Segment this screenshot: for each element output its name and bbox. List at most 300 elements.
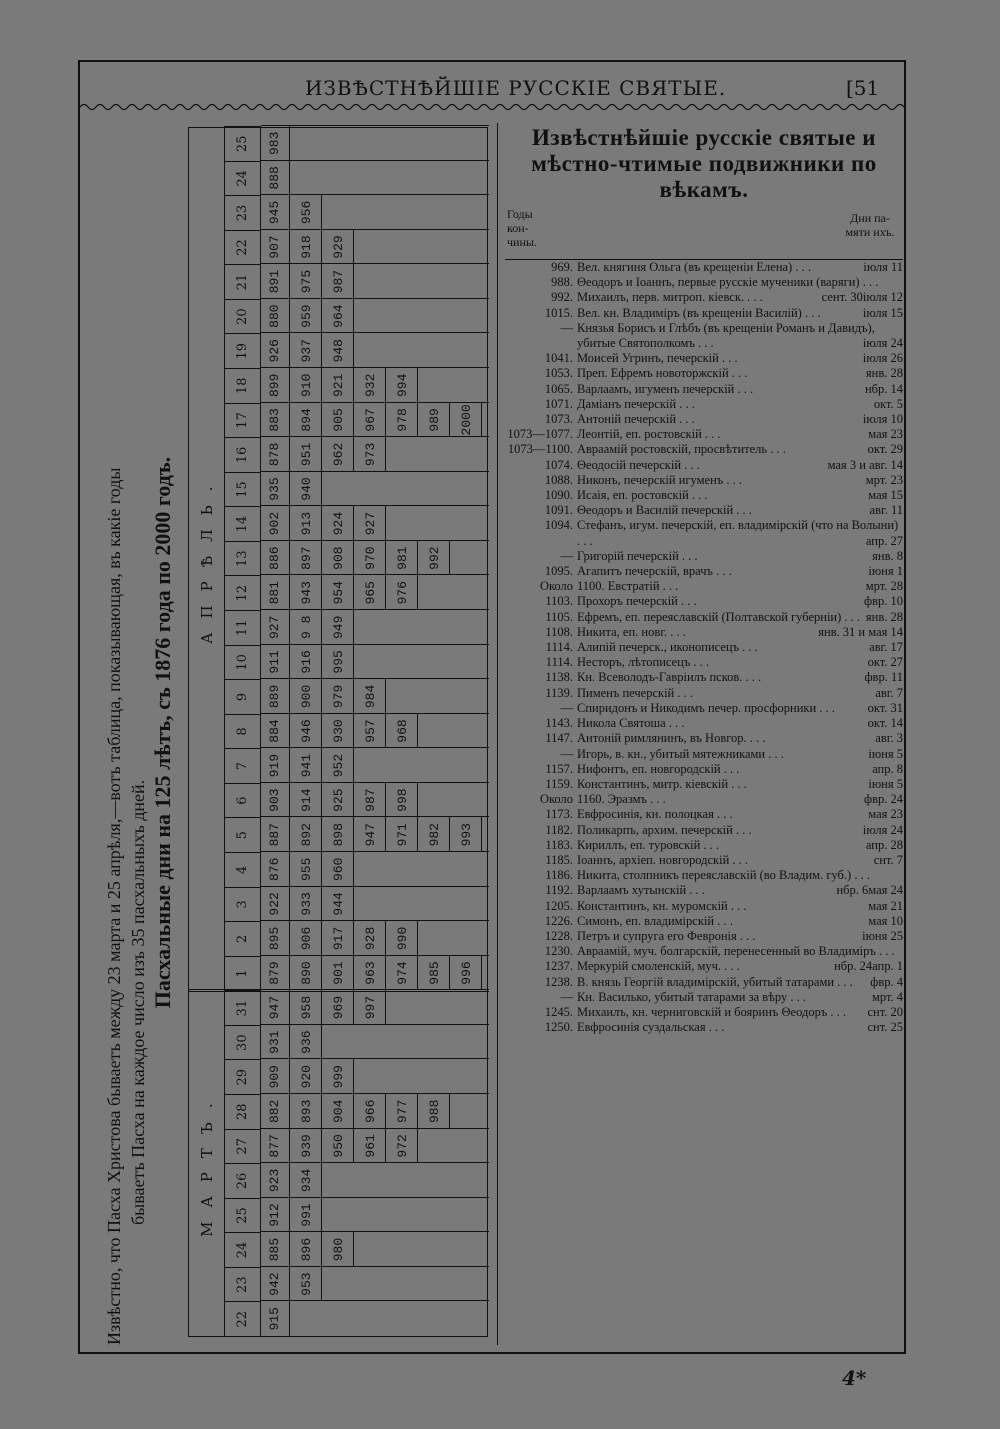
year-value: 884 <box>267 719 282 743</box>
saint-year: 1182. <box>545 822 573 837</box>
cell-rule <box>289 1301 290 1336</box>
column-rule <box>261 1197 489 1198</box>
cell-rule <box>321 1059 322 1094</box>
saint-entry <box>505 731 903 746</box>
saint-year: — <box>560 700 573 715</box>
year-value: 892 <box>299 823 314 847</box>
saint-year: 1071. <box>544 396 573 411</box>
saint-entry <box>505 397 903 412</box>
saint-year: 1095. <box>544 564 573 579</box>
year-value: 929 <box>331 235 346 259</box>
saint-year: Около <box>539 792 573 807</box>
saint-text <box>577 747 903 762</box>
easter-table-title: Пасхальные дни на 125 лѣтъ, съ 1876 года по 2000 годъ. <box>150 456 175 1009</box>
year-value: 879 <box>267 961 282 985</box>
cell-rule <box>417 1094 418 1129</box>
saint-text <box>577 382 903 397</box>
saint-name: Евфросинія, кн. полоцкая . . . <box>577 807 733 822</box>
cell-rule <box>353 645 354 680</box>
year-value: 946 <box>299 719 314 743</box>
cell-rule <box>321 1129 322 1164</box>
year-value: 898 <box>331 823 346 847</box>
cell-rule <box>353 264 354 299</box>
day-header: 30 <box>225 1025 261 1060</box>
year-value: 895 <box>267 926 282 951</box>
saint-day: іюня 5 <box>868 776 903 791</box>
saint-day: мая 10 <box>868 913 903 928</box>
cell-rule <box>289 1059 290 1094</box>
day-header: 21 <box>225 264 261 299</box>
saint-entry <box>505 990 903 1005</box>
saint-name: Варлаамъ хутынскій . . . <box>577 883 705 898</box>
cell-rule <box>353 679 354 714</box>
saint-day: іюня 5 <box>868 746 903 761</box>
day-header: 29 <box>225 1059 261 1094</box>
day-header: 9 <box>225 679 261 714</box>
saint-entry <box>505 640 903 655</box>
saint-text <box>577 914 903 929</box>
saint-name: Леонтій, еп. ростовскій . . . <box>577 427 721 442</box>
cell-rule <box>289 506 290 541</box>
column-rule <box>261 644 489 645</box>
year-value: 980 <box>331 1237 346 1262</box>
cell-rule <box>289 161 290 196</box>
cell-rule <box>321 1267 322 1302</box>
cell-rule <box>417 783 418 818</box>
cell-rule <box>417 956 418 991</box>
saint-name: Вел. княгиня Ольга (въ крещеніи Елена) . . . <box>577 260 811 274</box>
day-header: 25 <box>225 126 261 161</box>
saint-year: 1041. <box>544 351 573 366</box>
year-value: 935 <box>267 477 282 501</box>
day-header: 27 <box>225 1129 261 1164</box>
cell-rule <box>321 368 322 403</box>
cell-rule <box>321 783 322 818</box>
saint-year: 1065. <box>544 381 573 396</box>
saint-name: Θеодоръ и Василій печерскій . . . <box>577 503 752 518</box>
saint-year: 1015. <box>544 305 573 320</box>
cell-rule <box>289 541 290 576</box>
year-value: 915 <box>267 1307 282 1331</box>
saint-name: Константинъ, кн. муромскій . . . <box>577 898 747 913</box>
cell-rule <box>417 1129 418 1164</box>
saint-day: мая 24 <box>868 883 903 898</box>
saint-text <box>577 473 903 488</box>
saint-entry <box>505 412 903 427</box>
saint-text <box>577 397 903 412</box>
easter-grid <box>188 127 488 1337</box>
saint-entry <box>505 442 903 457</box>
saint-entry <box>505 594 903 609</box>
saint-name: Кириллъ, еп. туровскій . . . <box>577 837 720 852</box>
year-value: 923 <box>267 1168 282 1193</box>
saint-day: окт. 29 <box>867 442 903 457</box>
saint-entry <box>505 351 903 366</box>
cell-rule <box>289 472 290 507</box>
saint-entry <box>505 488 903 503</box>
month-march: МАРТЪ. <box>189 990 225 1336</box>
year-value: 907 <box>267 235 282 259</box>
day-header: 2 <box>225 921 261 956</box>
saint-year: 1183. <box>545 837 573 852</box>
year-value: 992 <box>427 546 442 570</box>
saint-text <box>577 518 903 548</box>
year-value: 922 <box>267 892 282 916</box>
year-value: 974 <box>395 961 410 985</box>
saint-name: Никита, столпникъ переяславскій (во Владим. губ.) . . . <box>577 868 870 883</box>
saint-name: 1100. Евстратій . . . <box>577 579 679 594</box>
cell-rule <box>385 437 386 472</box>
saint-text <box>577 412 903 427</box>
day-header: 3 <box>225 887 261 922</box>
saint-year: 1159. <box>545 776 573 791</box>
cell-rule <box>417 368 418 403</box>
saint-text <box>577 458 903 473</box>
saint-name: Кн. Василько, убитый татарами за вѣру . . . <box>577 989 806 1004</box>
saint-day: фвр. 10 <box>863 594 903 609</box>
cell-rule <box>353 575 354 610</box>
year-value: 964 <box>331 304 346 328</box>
saint-year: 1094. <box>544 518 573 533</box>
saint-day: снт. 7 <box>873 852 903 867</box>
saint-entry <box>505 959 903 974</box>
day-header: 24 <box>225 1232 261 1267</box>
year-value: 985 <box>427 961 442 985</box>
saint-day: авг. 3 <box>875 731 903 746</box>
saint-day: мая 23 <box>868 427 903 442</box>
saint-day: янв. 28 <box>865 366 903 381</box>
year-value: 906 <box>299 926 314 951</box>
saint-name: Преп. Ефремъ новоторжскій . . . <box>577 366 748 381</box>
cell-rule <box>385 575 386 610</box>
cell-rule <box>289 195 290 230</box>
day-header: 23 <box>225 195 261 230</box>
cell-rule <box>289 990 290 1025</box>
saint-text <box>577 975 903 990</box>
year-value: 934 <box>299 1168 314 1193</box>
saint-name: Іоаннъ, архіеп. новгородскій . . . <box>577 852 749 867</box>
saint-entry <box>505 792 903 807</box>
year-value: 910 <box>299 373 314 397</box>
year-value: 944 <box>331 892 346 916</box>
year-value: 902 <box>267 511 282 536</box>
column-rule <box>261 1058 489 1059</box>
saint-name: Антоній печерскій . . . <box>577 412 695 427</box>
day-header: 26 <box>225 1163 261 1198</box>
day-header: 31 <box>225 990 261 1025</box>
saint-year: — <box>560 989 573 1004</box>
cell-rule <box>353 714 354 749</box>
saint-text <box>577 838 903 853</box>
saint-text <box>577 792 903 807</box>
saint-day: мрт. 28 <box>865 579 903 594</box>
saint-text <box>577 290 903 305</box>
saint-name: Игорь, в. кн., убитый мятежниками . . . <box>577 746 784 761</box>
saint-name: Никола Святоша . . . <box>577 716 685 731</box>
column-rule <box>261 194 489 195</box>
cell-rule <box>353 852 354 887</box>
saint-text <box>577 306 903 321</box>
saint-text <box>577 610 903 625</box>
cell-rule <box>353 541 354 576</box>
saint-day: снт. 20 <box>867 1004 903 1019</box>
saint-year: 1186. <box>545 868 573 883</box>
saint-text <box>577 351 903 366</box>
saint-entry <box>505 458 903 473</box>
saint-name: Прохоръ печерскій . . . <box>577 594 697 609</box>
cell-rule <box>289 1198 290 1233</box>
year-value: 981 <box>395 546 410 570</box>
saint-year: Около <box>539 579 573 594</box>
cell-rule <box>289 1094 290 1129</box>
year-value: 942 <box>267 1272 282 1296</box>
saint-year: 1245. <box>544 1004 573 1019</box>
saint-year: 1138. <box>545 670 573 685</box>
cell-rule <box>353 1129 354 1164</box>
col-header-days: Дни па- мяти ихъ. <box>845 211 895 239</box>
saint-year: 1143. <box>545 716 573 731</box>
cell-rule <box>289 437 290 472</box>
cell-rule <box>321 956 322 991</box>
day-header: 16 <box>225 437 261 472</box>
saint-year: 1228. <box>544 928 573 943</box>
year-value: 920 <box>299 1065 314 1089</box>
cell-rule <box>353 1094 354 1129</box>
year-value: 894 <box>299 408 314 432</box>
year-value: 960 <box>331 857 346 881</box>
saint-year: 1139. <box>545 685 573 700</box>
cell-rule <box>321 1025 322 1060</box>
year-value: 969 <box>331 995 346 1020</box>
year-value: 909 <box>267 1065 282 1089</box>
year-value: 889 <box>267 684 282 709</box>
saint-entry <box>505 382 903 397</box>
cell-rule <box>321 610 322 645</box>
cell-rule <box>385 403 386 438</box>
cell-rule <box>353 748 354 783</box>
saint-text <box>577 853 903 868</box>
cell-rule <box>289 264 290 299</box>
year-value: 996 <box>459 961 474 985</box>
cell-rule <box>481 956 482 991</box>
saint-text <box>577 549 903 564</box>
day-header: 22 <box>225 230 261 265</box>
year-value: 911 <box>267 650 282 674</box>
year-value: 941 <box>299 753 314 778</box>
saints-column-headers <box>505 207 903 257</box>
day-header: 17 <box>225 403 261 438</box>
cell-rule <box>321 1198 322 1233</box>
saint-name: Михаилъ, перв. митроп. кіевск. . . . <box>577 290 763 305</box>
year-value: 949 <box>331 615 346 639</box>
day-header: 8 <box>225 714 261 749</box>
cell-rule <box>289 575 290 610</box>
year-value: 940 <box>299 477 314 501</box>
day-header: 24 <box>225 161 261 196</box>
column-rule <box>261 1300 489 1301</box>
cell-rule <box>321 679 322 714</box>
saint-entry <box>505 260 903 275</box>
year-value: 943 <box>299 581 314 605</box>
saint-name: Алипій печерск., иконописецъ . . . <box>577 640 758 655</box>
cell-rule <box>289 714 290 749</box>
year-value: 927 <box>363 511 378 536</box>
column-rule <box>261 125 489 126</box>
year-value: 990 <box>395 926 410 951</box>
saint-day: фвр. 24 <box>863 792 903 807</box>
year-value: 916 <box>299 650 314 674</box>
saint-text <box>577 686 903 701</box>
saint-year: — <box>560 548 573 563</box>
saint-day: окт. 27 <box>867 655 903 670</box>
saint-day: іюня 25 <box>862 928 903 943</box>
cell-rule <box>353 506 354 541</box>
year-value: 882 <box>267 1099 282 1123</box>
cell-rule <box>353 299 354 334</box>
cell-rule <box>321 299 322 334</box>
year-value: 914 <box>299 788 314 812</box>
year-value: 984 <box>363 684 378 709</box>
year-value: 961 <box>363 1134 378 1158</box>
cell-rule <box>321 714 322 749</box>
day-header: 7 <box>225 748 261 783</box>
cell-rule <box>449 817 450 852</box>
year-value: 933 <box>299 892 314 916</box>
cell-rule <box>321 887 322 922</box>
day-header: 18 <box>225 368 261 403</box>
saint-name: Евфросинія суздальская . . . <box>577 1020 725 1035</box>
year-value: 891 <box>267 269 282 294</box>
cell-rule <box>385 956 386 991</box>
saint-entry <box>505 670 903 685</box>
saint-text <box>577 731 903 746</box>
saint-day: апр. 28 <box>865 837 903 852</box>
year-value: 904 <box>331 1099 346 1123</box>
saint-day: іюля 24 <box>862 822 903 837</box>
saint-name: Петръ и супруга его Февронія . . . <box>577 928 756 943</box>
saint-text <box>577 1005 903 1020</box>
saint-entry <box>505 747 903 762</box>
saint-year: 1073—1077. <box>507 427 573 442</box>
saint-text <box>577 503 903 518</box>
saint-year: 1205. <box>544 898 573 913</box>
year-value: 971 <box>395 823 410 847</box>
cell-rule <box>321 195 322 230</box>
year-value: 925 <box>331 788 346 812</box>
saint-text <box>577 625 903 640</box>
saint-day: мрт. 4 <box>871 989 903 1004</box>
year-value: 881 <box>267 581 282 605</box>
saint-text <box>577 488 903 503</box>
saint-text <box>577 777 903 792</box>
cell-rule <box>289 817 290 852</box>
cell-rule <box>353 333 354 368</box>
year-value: 890 <box>299 961 314 985</box>
saint-text <box>577 883 903 898</box>
cell-rule <box>385 921 386 956</box>
column-rule <box>261 263 489 264</box>
day-header: 15 <box>225 472 261 507</box>
year-value: 948 <box>331 339 346 363</box>
year-value: 901 <box>331 961 346 985</box>
saint-entry <box>505 655 903 670</box>
cell-rule <box>289 1267 290 1302</box>
saint-name: Григорій печерскій . . . <box>577 548 698 563</box>
saint-text <box>577 823 903 838</box>
year-value: 897 <box>299 546 314 570</box>
saint-year: 1192. <box>545 883 573 898</box>
saint-entry <box>505 518 903 548</box>
saint-name: Михаилъ, кн. черниговскій и бояринъ Θеодоръ . . . <box>577 1004 847 1019</box>
year-value: 962 <box>331 442 346 467</box>
saint-year: 1230. <box>544 944 573 959</box>
cell-rule <box>353 403 354 438</box>
cell-rule <box>353 990 354 1025</box>
year-value: 963 <box>363 961 378 985</box>
cell-rule <box>289 1232 290 1267</box>
day-header: 23 <box>225 1267 261 1302</box>
saint-text <box>577 260 903 275</box>
year-value: 919 <box>267 753 282 778</box>
saint-entry <box>505 549 903 564</box>
year-value: 926 <box>267 339 282 363</box>
saint-entry <box>505 929 903 944</box>
cell-rule <box>289 1163 290 1198</box>
saint-year: 988. <box>551 275 573 290</box>
cell-rule <box>289 368 290 403</box>
day-header: 14 <box>225 506 261 541</box>
year-value: 953 <box>299 1272 314 1296</box>
cell-rule <box>289 645 290 680</box>
cell-rule <box>289 1129 290 1164</box>
cell-rule <box>353 956 354 991</box>
cell-rule <box>289 610 290 645</box>
day-header: 20 <box>225 299 261 334</box>
year-value: 973 <box>363 442 378 467</box>
saint-year: 1074. <box>544 457 573 472</box>
column-rule <box>261 886 489 887</box>
saint-year: 969. <box>551 260 573 274</box>
column-rule <box>261 332 489 333</box>
cell-rule <box>353 921 354 956</box>
saint-entry <box>505 807 903 822</box>
saint-year: 1185. <box>545 852 573 867</box>
saint-day: іюля 12 <box>862 290 903 305</box>
day-header: 12 <box>225 575 261 610</box>
cell-rule <box>289 126 290 161</box>
saint-day: апр. 8 <box>872 761 903 776</box>
year-value: 997 <box>363 995 378 1020</box>
year-value: 987 <box>363 788 378 812</box>
saint-day: авг. 7 <box>875 685 903 700</box>
cell-rule <box>289 230 290 265</box>
saint-day: окт. 5 <box>873 396 903 411</box>
year-value: 930 <box>331 719 346 743</box>
year-value: 966 <box>363 1099 378 1123</box>
cell-rule <box>321 437 322 472</box>
year-value: 913 <box>299 511 314 536</box>
saint-entry <box>505 321 903 351</box>
day-header: 11 <box>225 610 261 645</box>
saint-name: Даміанъ печерскій . . . <box>577 396 695 411</box>
cell-rule <box>321 403 322 438</box>
saint-day: мая 3 и авг. 14 <box>827 457 903 472</box>
saint-text <box>577 655 903 670</box>
saint-entry <box>505 427 903 442</box>
cell-rule <box>321 748 322 783</box>
saint-entry <box>505 1020 903 1035</box>
day-header: 13 <box>225 541 261 576</box>
